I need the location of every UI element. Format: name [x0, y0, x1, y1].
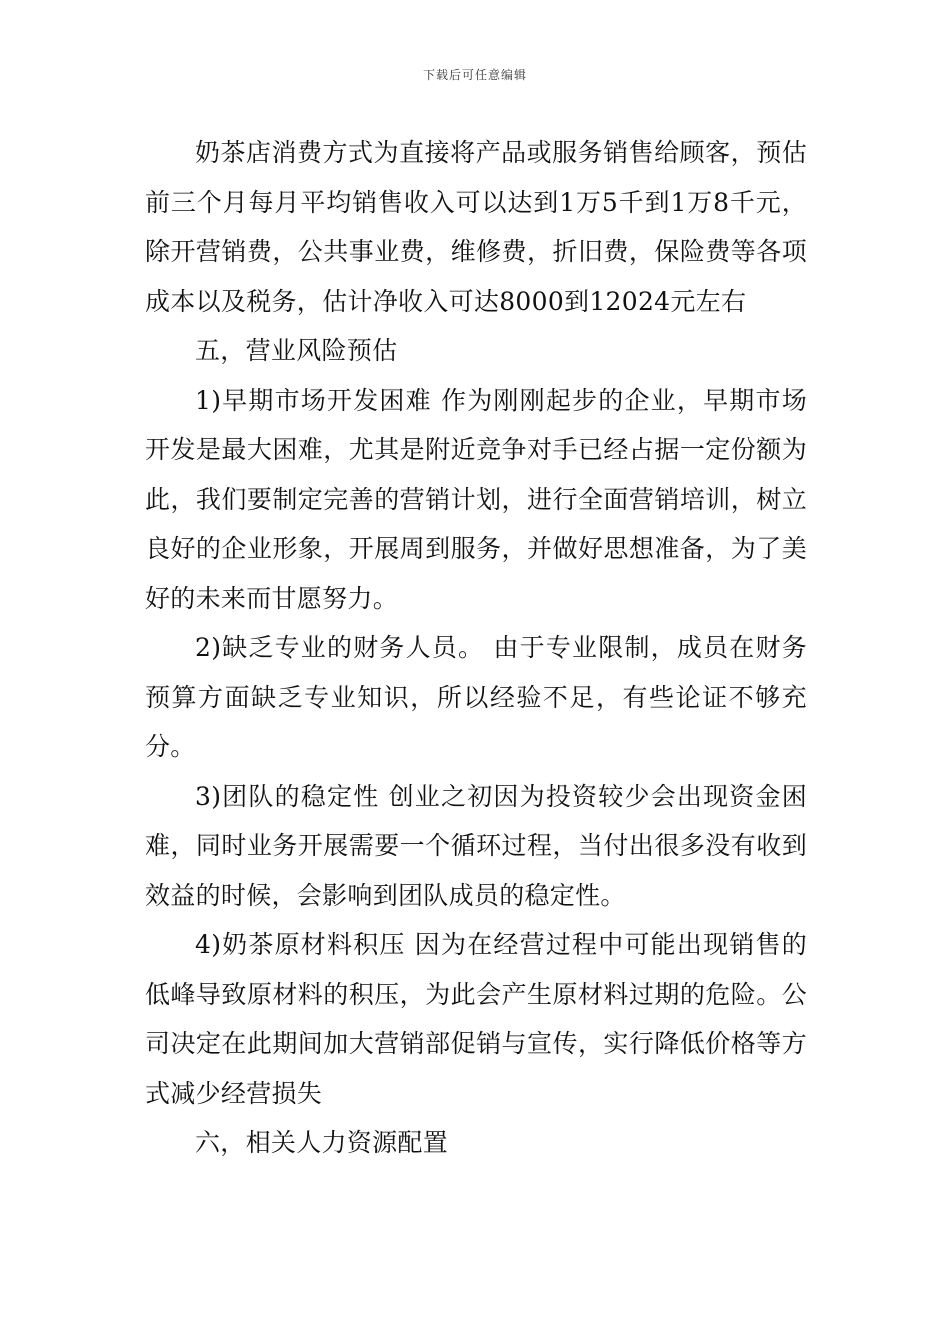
document-body [145, 128, 807, 1168]
section-heading-risk: 五，营业风险预估 [195, 336, 398, 365]
paragraph-risk-1: 1)早期市场开发困难 作为刚刚起步的企业，早期市场开发是最大困难，尤其是附近竞争对手已经占据一定份额为此，我们要制定完善的营销计划，进行全面营销培训，树立良好的企业形象，开展周到服务，并做好思想准备，为了美好的未来而甘愿努力。 [145, 385, 807, 613]
paragraph-risk-4: 4)奶茶原材料积压 因为在经营过程中可能出现销售的低峰导致原材料的积压，为此会产生原材料过期的危险。公司决定在此期间加大营销部促销与宣传，实行降低价格等方式减少经营损失 [145, 930, 807, 1108]
paragraph-risk-2: 2)缺乏专业的财务人员。 由于专业限制，成员在财务预算方面缺乏专业知识，所以经验不足，有些论证不够充分。 [145, 633, 807, 761]
page-header: 下载后可任意编辑 [422, 68, 527, 82]
paragraph-revenue-estimate: 奶茶店消费方式为直接将产品或服务销售给顾客，预估前三个月每月平均销售收入可以达到1万5千到1万8千元，除开营销费，公共事业费，维修费，折旧费，保险费等各项成本以及税务，估计净收入可达8000到12024元左右 [145, 138, 807, 316]
section-heading-hr: 六，相关人力资源配置 [195, 1128, 449, 1157]
paragraph-risk-3: 3)团队的稳定性 创业之初因为投资较少会出现资金困难，同时业务开展需要一个循环过程，当付出很多没有收到效益的时候，会影响到团队成员的稳定性。 [145, 781, 807, 910]
